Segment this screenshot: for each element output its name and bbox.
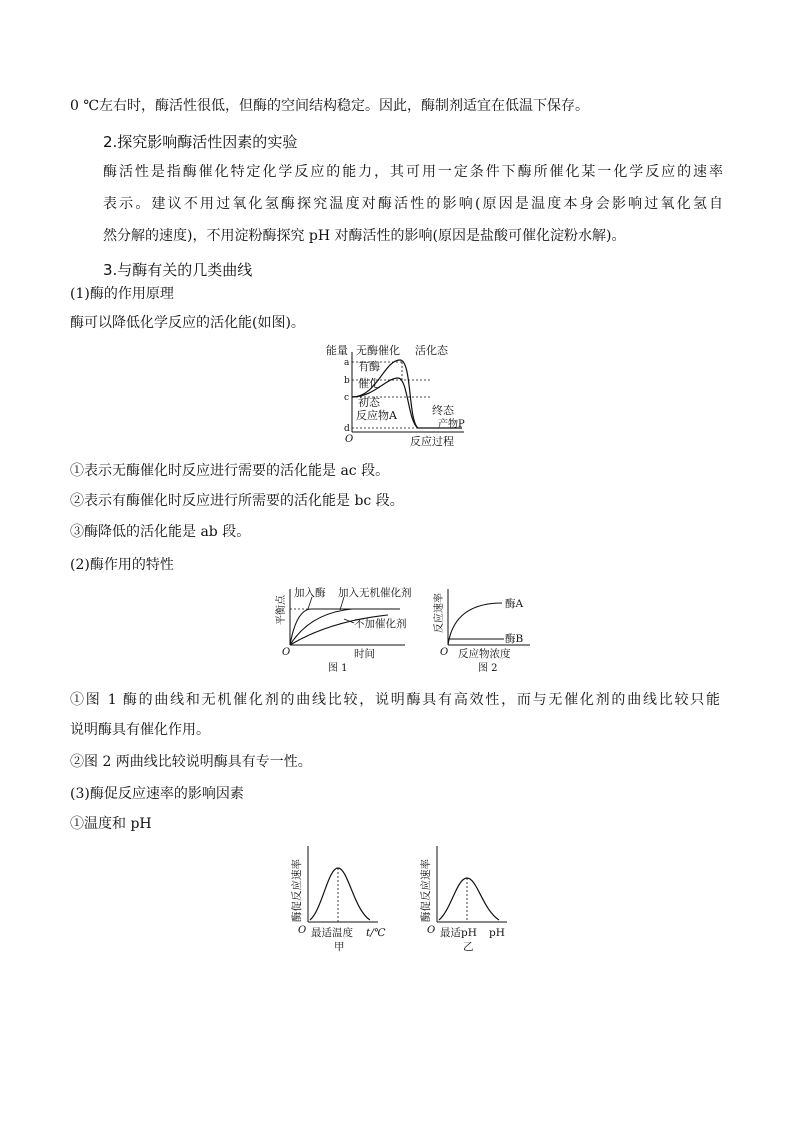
label-activated-state: 活化态 [415, 344, 448, 357]
label-no-enzyme: 无酶催化 [356, 344, 400, 357]
subheading-properties: (2)酶作用的特性 [70, 557, 174, 573]
origin-label: O [427, 925, 436, 936]
y-axis-label: 能量 [326, 344, 348, 357]
level-d-label: d [344, 424, 350, 434]
figure-caption: 图 1 [328, 663, 348, 674]
figure-jia-temperature [286, 840, 398, 955]
x-unit-label: pH [489, 927, 505, 939]
y-axis-label: 平衡点 [276, 595, 287, 625]
figure-caption: 图 2 [478, 663, 498, 674]
para-low-temperature: 0 ℃左右时，酶活性很低，但酶的空间结构稳定。因此，酶制剂适宜在低温下保存。 [70, 98, 590, 114]
item-specificity: ②图 2 两曲线比较说明酶具有专一性。 [70, 754, 312, 770]
y-axis-label: 酶促反应速率 [291, 859, 303, 922]
label-with-enzyme-1: 有酶 [358, 360, 380, 373]
figure-yi-ph [415, 840, 527, 955]
heading-enzyme-experiment: 2.探究影响酶活性因素的实验 [103, 133, 298, 151]
curve-ph [439, 878, 499, 920]
figure-activation-energy [322, 340, 472, 450]
label-with-enzyme-2: 催化 [358, 377, 380, 390]
label-final-2: 产物P [438, 419, 465, 430]
para-activity-line1: 酶活性是指酶催化特定化学反应的能力，其可用一定条件下酶所催化某一化学反应的速率 [103, 164, 723, 180]
x-mark-label: 最适pH [440, 927, 477, 939]
y-axis-label: 酶促反应速率 [420, 859, 432, 922]
origin-label: O [440, 647, 449, 658]
x-axis-label: 时间 [354, 648, 375, 660]
item-bc-segment: ②表示有酶催化时反应进行所需要的活化能是 bc 段。 [70, 493, 404, 509]
heading-enzyme-curves: 3.与酶有关的几类曲线 [103, 261, 253, 279]
label-enzyme-b: 酶B [505, 633, 524, 645]
label-add-enzyme: 加入酶 [294, 587, 326, 599]
figure-1-efficiency [270, 583, 430, 675]
subheading-factors: (3)酶促反应速率的影响因素 [70, 786, 244, 802]
item-ab-segment: ③酶降低的活化能是 ab 段。 [70, 524, 251, 540]
label-final-1: 终态 [432, 404, 454, 417]
curve-temperature [310, 868, 370, 920]
origin-label: O [298, 925, 307, 936]
figure-caption: 甲 [334, 941, 345, 953]
figure-2-specificity [430, 583, 535, 675]
origin-label: O [345, 434, 354, 445]
item-efficiency-line2: 说明酶具有催化作用。 [70, 722, 210, 738]
level-c-label: c [344, 393, 350, 403]
para-activity-line3: 然分解的速度)，不用淀粉酶探究 pH 对酶活性的影响(原因是盐酸可催化淀粉水解)。 [103, 228, 626, 244]
label-initial-2: 反应物A [356, 409, 397, 422]
item-ac-segment: ①表示无酶催化时反应进行需要的活化能是 ac 段。 [70, 463, 390, 479]
label-add-inorganic: 加入无机催化剂 [338, 587, 412, 599]
x-mark-label: 最适温度 [311, 927, 353, 939]
label-enzyme-a: 酶A [505, 598, 524, 610]
x-axis-label: 反应过程 [410, 435, 454, 448]
item-efficiency-line1: ①图 1 酶的曲线和无机催化剂的曲线比较，说明酶具有高效性，而与无催化剂的曲线比较只能 [70, 692, 720, 708]
x-unit-label: t/℃ [366, 927, 386, 939]
item-temp-ph: ①温度和 pH [70, 816, 152, 832]
level-a-label: a [344, 358, 350, 368]
x-axis-label: 反应物浓度 [458, 648, 511, 660]
origin-label: O [282, 647, 291, 658]
label-initial-1: 初态 [358, 396, 380, 409]
level-b-label: b [344, 376, 350, 386]
subheading-principle: (1)酶的作用原理 [70, 286, 174, 302]
label-no-catalyst: 不加催化剂 [354, 618, 407, 630]
figure-caption: 乙 [463, 941, 474, 953]
y-axis-label: 反应速率 [434, 593, 445, 633]
para-principle: 酶可以降低化学反应的活化能(如图)。 [70, 315, 305, 331]
para-activity-line2: 表示。建议不用过氧化氢酶探究温度对酶活性的影响(原因是温度本身会影响过氧化氢自 [103, 196, 723, 212]
